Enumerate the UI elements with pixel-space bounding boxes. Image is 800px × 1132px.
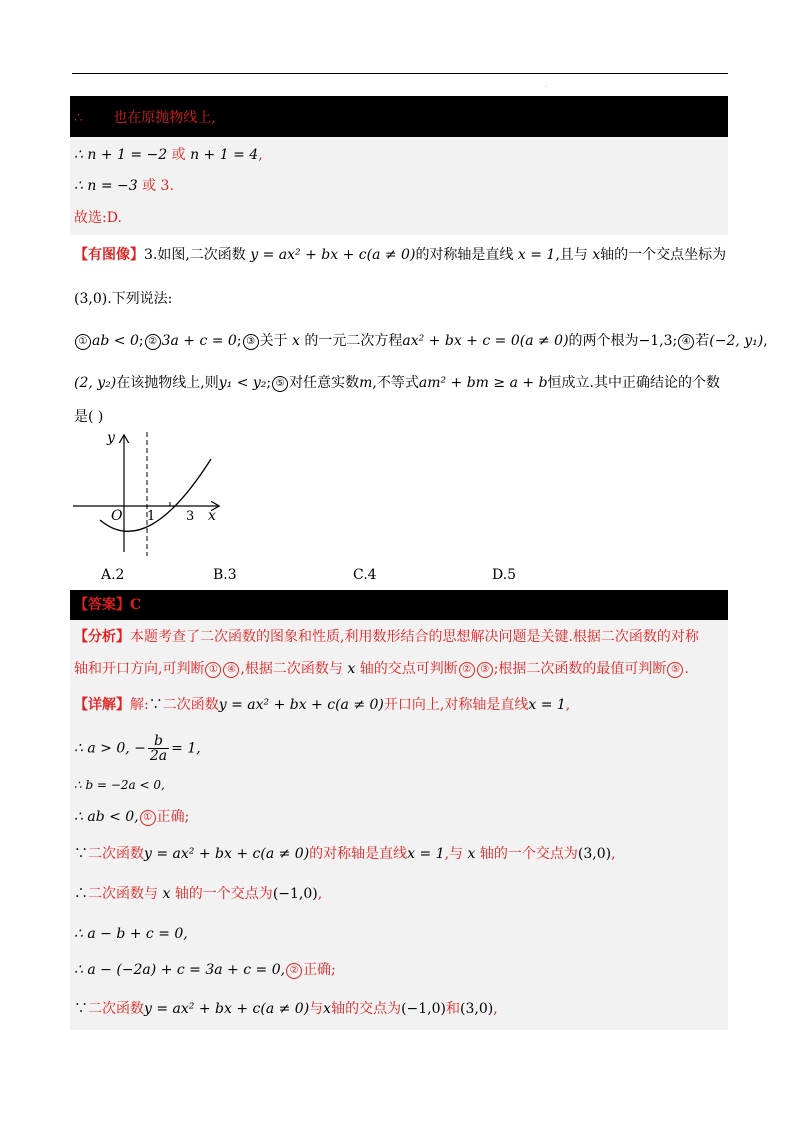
solution-line-3: ∴ n = −3 或 3. xyxy=(74,178,174,194)
fraction-b-over-2a: $\frac{b}{2a}$ xyxy=(149,733,168,764)
detail-line-2: ∴ a > 0, − $\frac{b}{2a}$ = 1, xyxy=(74,733,201,764)
detail-line-9: ∵二次函数y = ax² + bx + c(a ≠ 0)与x轴的交点为(−1,0)和(3,0), xyxy=(74,1001,498,1017)
detail-line-6: ∴二次函数与 x 轴的一个交点为(−1,0), xyxy=(74,886,323,902)
detail-line-8: ∴ a − (−2a) + c = 3a + c = 0, ② 正确; xyxy=(74,962,336,978)
origin-label: O xyxy=(111,508,123,524)
detail-line-4: ∴ ab < 0, ① 正确; xyxy=(74,809,190,825)
answer-bar xyxy=(70,590,728,620)
x-label: x xyxy=(208,508,216,524)
choice-d[interactable]: D.5 xyxy=(492,567,517,583)
analysis-line-2: 轴和开口方向,可判断 ① ④ ,根据二次函数与 x 轴的交点可判断 ② ③ ;根据二次函数的最值可判断 ⑤ . xyxy=(74,661,689,677)
y-label: y xyxy=(107,430,115,446)
detail-line-5: ∵二次函数y = ax² + bx + c(a ≠ 0)的对称轴是直线x = 1,与 x 轴的一个交点为(3,0), xyxy=(74,846,616,862)
choice-b[interactable]: B.3 xyxy=(213,567,237,583)
tick-label-1: 1 xyxy=(147,509,156,524)
header-rule xyxy=(72,73,728,74)
question-line-4: (2, y₂)在该抛物线上,则y₁ < y₂; ⑤ 对任意实数m,不等式am² + bm ≥ a + b恒成立.其中正确结论的个数 xyxy=(74,375,720,391)
detail-line-7: ∴ a − b + c = 0, xyxy=(74,926,188,942)
answer-line: 【答案】C xyxy=(74,597,142,613)
choice-a[interactable]: A.2 xyxy=(101,567,125,583)
detail-line-1: 【详解】解:∵二次函数y = ax² + bx + c(a ≠ 0)开口向上,对称轴是直线x = 1, xyxy=(74,697,571,713)
tick-label-3: 3 xyxy=(186,509,195,524)
choice-c[interactable]: C.4 xyxy=(353,567,377,583)
solution-line-1: ∴ 也在原抛物线上, xyxy=(74,110,216,126)
header-dot: . xyxy=(545,82,547,89)
question-line-3: ① ab < 0; ② 3a + c = 0; ③ 关于 x 的一元二次方程ax² + bx + c = 0(a ≠ 0)的两个根为−1,3; ④ 若(−2, y₁), xyxy=(74,331,768,351)
analysis-line-1: 【分析】本题考查了二次函数的图象和性质,利用数形结合的思想解决问题是关键.根据二次函数的对称 xyxy=(74,629,699,645)
detail-line-3: ∴ b = −2a < 0, xyxy=(74,778,165,792)
solution-line-2: ∴ n + 1 = −2 或 n + 1 = 4, xyxy=(74,147,263,163)
question-line-2: (3,0).下列说法: xyxy=(74,291,173,307)
question-line-1: 【有图像】3.如图,二次函数 y = ax² + bx + c(a ≠ 0)的对称轴是直线 x = 1,且与 x轴的一个交点坐标为 xyxy=(74,247,727,263)
question-line-5: 是( ) xyxy=(74,409,104,425)
parabola-graph xyxy=(70,428,230,558)
solution-line-4: 故选:D. xyxy=(74,210,122,226)
